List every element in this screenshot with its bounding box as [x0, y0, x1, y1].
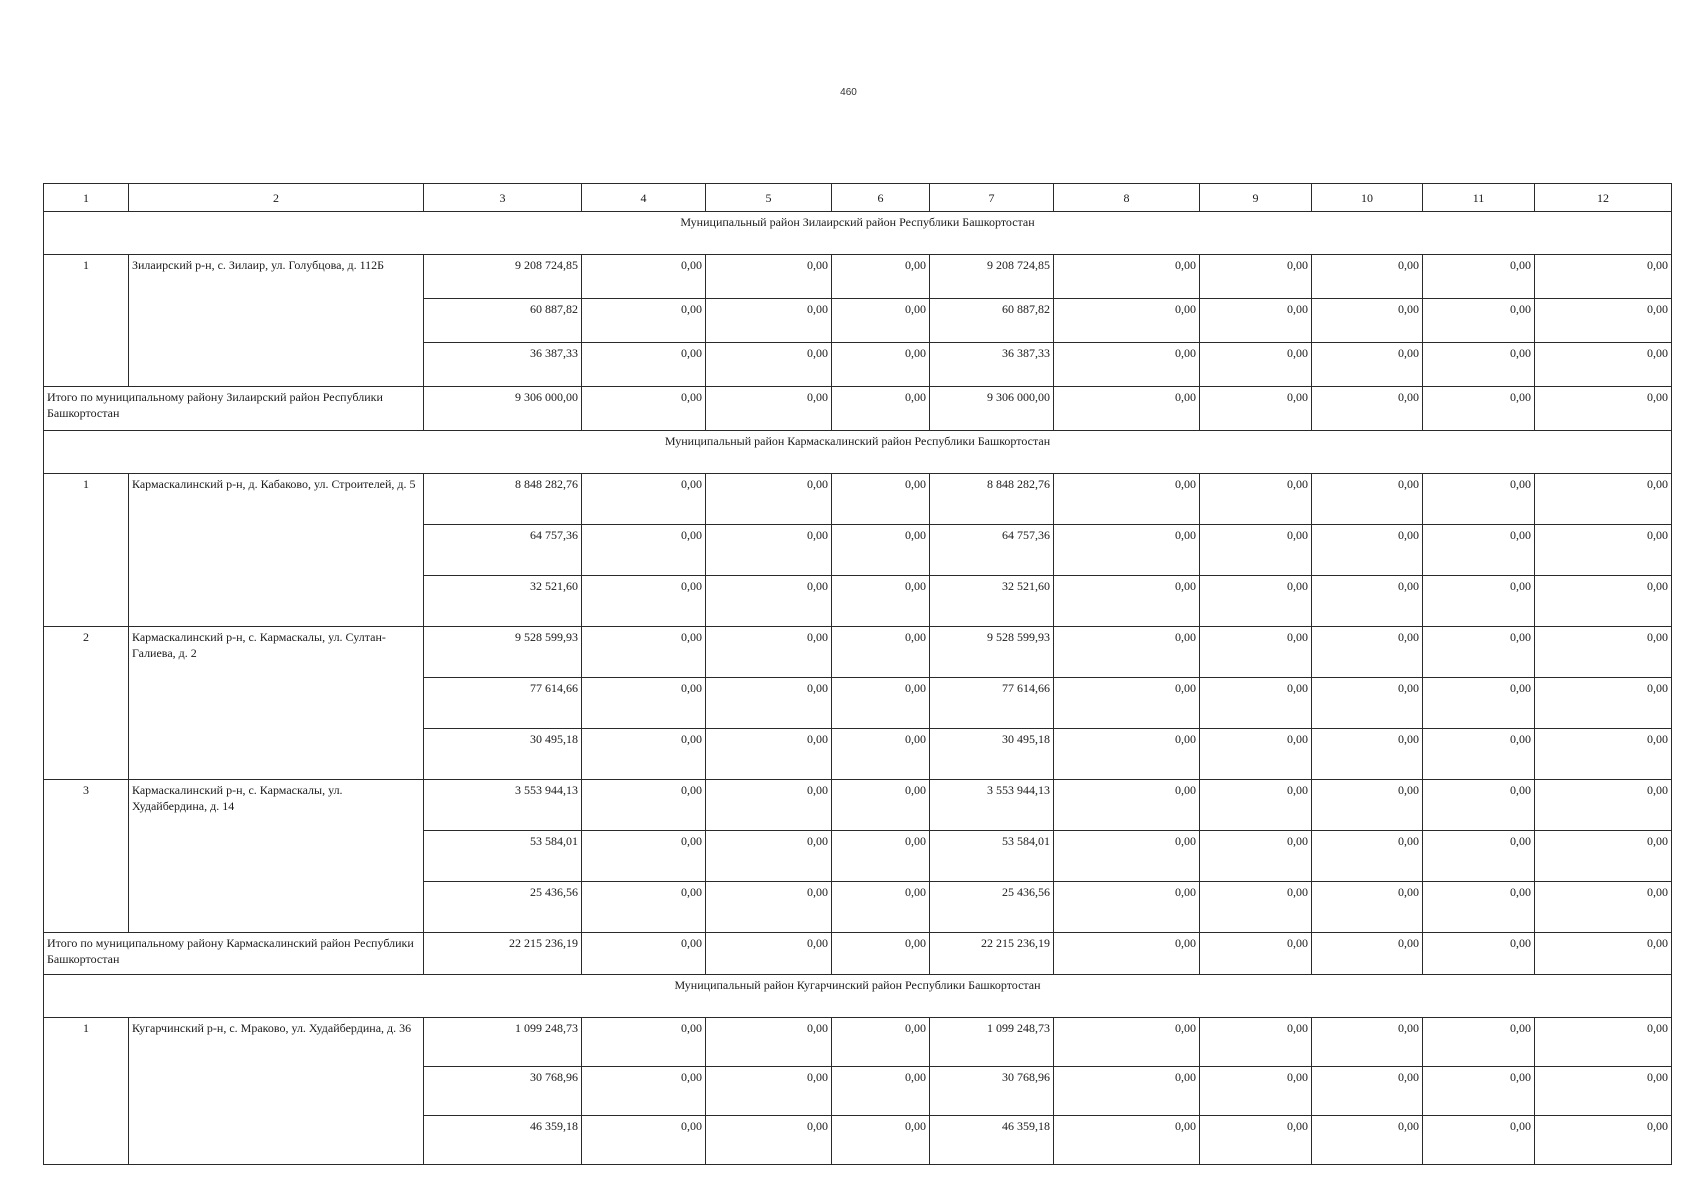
total-label: Итого по муниципальному району Кармаскалинский район Республики Башкортостан [44, 933, 424, 975]
value-cell: 0,00 [1200, 729, 1312, 780]
value-cell: 0,00 [832, 831, 930, 882]
value-cell: 0,00 [706, 729, 832, 780]
value-cell: 0,00 [1312, 255, 1423, 299]
object-number: 1 [44, 1018, 129, 1165]
value-cell: 0,00 [582, 1018, 706, 1067]
column-number-header: 12 [1535, 184, 1672, 212]
value-cell: 0,00 [1312, 525, 1423, 576]
value-cell: 0,00 [1535, 627, 1672, 678]
value-cell: 0,00 [582, 729, 706, 780]
value-cell: 0,00 [1423, 1116, 1535, 1165]
value-cell: 0,00 [582, 474, 706, 525]
section-header-row [44, 975, 1672, 1018]
column-number-header: 9 [1200, 184, 1312, 212]
column-number-header: 7 [930, 184, 1054, 212]
value-cell: 64 757,36 [930, 525, 1054, 576]
value-cell: 0,00 [1423, 729, 1535, 780]
value-cell: 0,00 [706, 627, 832, 678]
value-cell: 0,00 [1535, 729, 1672, 780]
total-value-cell: 0,00 [1423, 933, 1535, 975]
object-address: Кугарчинский р-н, с. Мраково, ул. Худайбердина, д. 36 [129, 1018, 424, 1165]
total-value-cell: 22 215 236,19 [424, 933, 582, 975]
value-cell: 0,00 [1312, 729, 1423, 780]
total-value-cell: 0,00 [1535, 387, 1672, 431]
value-cell: 0,00 [1423, 343, 1535, 387]
value-cell: 0,00 [1423, 882, 1535, 933]
column-number-header: 10 [1312, 184, 1423, 212]
value-cell: 0,00 [832, 678, 930, 729]
value-cell: 0,00 [1312, 831, 1423, 882]
total-value-cell: 0,00 [1423, 387, 1535, 431]
section-header-row [44, 212, 1672, 255]
column-number-row [44, 184, 1672, 212]
value-cell: 0,00 [1423, 627, 1535, 678]
value-cell: 0,00 [832, 1018, 930, 1067]
value-cell: 0,00 [1535, 576, 1672, 627]
value-cell: 0,00 [706, 576, 832, 627]
value-cell: 0,00 [1054, 882, 1200, 933]
value-cell: 0,00 [582, 831, 706, 882]
value-cell: 9 208 724,85 [424, 255, 582, 299]
value-cell: 0,00 [1312, 343, 1423, 387]
value-cell: 32 521,60 [424, 576, 582, 627]
column-number-header: 11 [1423, 184, 1535, 212]
value-cell: 0,00 [1423, 299, 1535, 343]
value-cell: 0,00 [1312, 882, 1423, 933]
value-cell: 0,00 [1200, 678, 1312, 729]
value-cell: 32 521,60 [930, 576, 1054, 627]
value-cell: 0,00 [832, 1116, 930, 1165]
value-cell: 9 528 599,93 [930, 627, 1054, 678]
value-cell: 0,00 [1054, 343, 1200, 387]
value-cell: 0,00 [1312, 474, 1423, 525]
value-cell: 0,00 [1535, 1116, 1672, 1165]
value-cell: 0,00 [1200, 576, 1312, 627]
value-cell: 0,00 [582, 1067, 706, 1116]
table-row [44, 255, 1672, 299]
value-cell: 0,00 [706, 474, 832, 525]
value-cell: 53 584,01 [930, 831, 1054, 882]
value-cell: 0,00 [1312, 627, 1423, 678]
value-cell: 0,00 [1200, 627, 1312, 678]
value-cell: 0,00 [582, 343, 706, 387]
value-cell: 0,00 [1200, 474, 1312, 525]
total-value-cell: 9 306 000,00 [930, 387, 1054, 431]
value-cell: 8 848 282,76 [424, 474, 582, 525]
value-cell: 0,00 [582, 576, 706, 627]
value-cell: 0,00 [706, 882, 832, 933]
data-table [43, 183, 1672, 1165]
value-cell: 0,00 [1312, 678, 1423, 729]
value-cell: 0,00 [832, 525, 930, 576]
value-cell: 30 768,96 [930, 1067, 1054, 1116]
value-cell: 0,00 [582, 882, 706, 933]
total-value-cell: 0,00 [1054, 933, 1200, 975]
value-cell: 0,00 [706, 1018, 832, 1067]
table-row [44, 1018, 1672, 1067]
total-value-cell: 0,00 [832, 933, 930, 975]
total-value-cell: 9 306 000,00 [424, 387, 582, 431]
value-cell: 0,00 [706, 678, 832, 729]
value-cell: 0,00 [1312, 1067, 1423, 1116]
value-cell: 36 387,33 [930, 343, 1054, 387]
value-cell: 9 208 724,85 [930, 255, 1054, 299]
column-number-header: 2 [129, 184, 424, 212]
value-cell: 60 887,82 [424, 299, 582, 343]
column-number-header: 4 [582, 184, 706, 212]
total-row [44, 933, 1672, 975]
total-value-cell: 0,00 [582, 387, 706, 431]
value-cell: 0,00 [1200, 1116, 1312, 1165]
total-label: Итого по муниципальному району Зилаирский район Республики Башкортостан [44, 387, 424, 431]
value-cell: 46 359,18 [930, 1116, 1054, 1165]
value-cell: 0,00 [1423, 678, 1535, 729]
object-number: 3 [44, 780, 129, 933]
total-value-cell: 22 215 236,19 [930, 933, 1054, 975]
value-cell: 8 848 282,76 [930, 474, 1054, 525]
value-cell: 0,00 [1312, 576, 1423, 627]
total-value-cell: 0,00 [1312, 387, 1423, 431]
table-body [44, 184, 1672, 1165]
value-cell: 0,00 [706, 255, 832, 299]
section-title: Муниципальный район Зилаирский район Республики Башкортостан [44, 212, 1672, 255]
value-cell: 0,00 [1535, 255, 1672, 299]
value-cell: 0,00 [1535, 343, 1672, 387]
object-address: Кармаскалинский р-н, с. Кармаскалы, ул. Султан-Галиева, д. 2 [129, 627, 424, 780]
value-cell: 0,00 [706, 299, 832, 343]
value-cell: 53 584,01 [424, 831, 582, 882]
object-number: 1 [44, 255, 129, 387]
value-cell: 0,00 [1312, 1018, 1423, 1067]
column-number-header: 1 [44, 184, 129, 212]
value-cell: 0,00 [1535, 678, 1672, 729]
value-cell: 0,00 [1423, 1067, 1535, 1116]
value-cell: 25 436,56 [930, 882, 1054, 933]
value-cell: 0,00 [1312, 1116, 1423, 1165]
value-cell: 0,00 [1423, 576, 1535, 627]
value-cell: 0,00 [1200, 255, 1312, 299]
total-value-cell: 0,00 [582, 933, 706, 975]
value-cell: 0,00 [832, 299, 930, 343]
value-cell: 36 387,33 [424, 343, 582, 387]
value-cell: 1 099 248,73 [930, 1018, 1054, 1067]
value-cell: 0,00 [1535, 1018, 1672, 1067]
value-cell: 60 887,82 [930, 299, 1054, 343]
value-cell: 0,00 [1423, 780, 1535, 831]
value-cell: 1 099 248,73 [424, 1018, 582, 1067]
value-cell: 0,00 [1535, 525, 1672, 576]
value-cell: 0,00 [832, 343, 930, 387]
value-cell: 0,00 [706, 1067, 832, 1116]
value-cell: 0,00 [1535, 780, 1672, 831]
value-cell: 0,00 [1535, 474, 1672, 525]
value-cell: 77 614,66 [930, 678, 1054, 729]
value-cell: 0,00 [1423, 1018, 1535, 1067]
value-cell: 0,00 [582, 1116, 706, 1165]
value-cell: 0,00 [706, 343, 832, 387]
value-cell: 30 495,18 [930, 729, 1054, 780]
value-cell: 0,00 [1312, 299, 1423, 343]
value-cell: 0,00 [1423, 255, 1535, 299]
value-cell: 0,00 [582, 627, 706, 678]
value-cell: 0,00 [1054, 474, 1200, 525]
value-cell: 0,00 [582, 678, 706, 729]
section-title: Муниципальный район Кармаскалинский район Республики Башкортостан [44, 431, 1672, 474]
value-cell: 0,00 [582, 299, 706, 343]
table-row [44, 474, 1672, 525]
total-value-cell: 0,00 [1200, 933, 1312, 975]
section-header-row [44, 431, 1672, 474]
value-cell: 0,00 [832, 882, 930, 933]
value-cell: 0,00 [1054, 729, 1200, 780]
value-cell: 0,00 [832, 780, 930, 831]
value-cell: 0,00 [1535, 831, 1672, 882]
value-cell: 0,00 [1054, 831, 1200, 882]
value-cell: 0,00 [706, 780, 832, 831]
value-cell: 3 553 944,13 [424, 780, 582, 831]
total-row [44, 387, 1672, 431]
total-value-cell: 0,00 [1200, 387, 1312, 431]
value-cell: 0,00 [1200, 780, 1312, 831]
value-cell: 0,00 [1054, 678, 1200, 729]
object-address: Кармаскалинский р-н, д. Кабаково, ул. Строителей, д. 5 [129, 474, 424, 627]
value-cell: 0,00 [1054, 627, 1200, 678]
value-cell: 64 757,36 [424, 525, 582, 576]
value-cell: 25 436,56 [424, 882, 582, 933]
object-number: 1 [44, 474, 129, 627]
value-cell: 0,00 [832, 627, 930, 678]
value-cell: 0,00 [832, 576, 930, 627]
table-row [44, 780, 1672, 831]
value-cell: 0,00 [706, 525, 832, 576]
total-value-cell: 0,00 [1535, 933, 1672, 975]
section-title: Муниципальный район Кугарчинский район Республики Башкортостан [44, 975, 1672, 1018]
value-cell: 0,00 [1200, 299, 1312, 343]
value-cell: 0,00 [1054, 525, 1200, 576]
value-cell: 0,00 [1200, 1018, 1312, 1067]
column-number-header: 6 [832, 184, 930, 212]
value-cell: 0,00 [1200, 831, 1312, 882]
value-cell: 0,00 [832, 729, 930, 780]
value-cell: 0,00 [1200, 525, 1312, 576]
value-cell: 77 614,66 [424, 678, 582, 729]
value-cell: 0,00 [582, 780, 706, 831]
value-cell: 30 495,18 [424, 729, 582, 780]
page-number: 460 [840, 87, 857, 98]
value-cell: 0,00 [1054, 299, 1200, 343]
value-cell: 3 553 944,13 [930, 780, 1054, 831]
value-cell: 0,00 [1054, 780, 1200, 831]
object-number: 2 [44, 627, 129, 780]
object-address: Зилаирский р-н, с. Зилаир, ул. Голубцова, д. 112Б [129, 255, 424, 387]
value-cell: 0,00 [1054, 255, 1200, 299]
total-value-cell: 0,00 [706, 933, 832, 975]
object-address: Кармаскалинский р-н, с. Кармаскалы, ул. Худайбердина, д. 14 [129, 780, 424, 933]
value-cell: 0,00 [1200, 882, 1312, 933]
value-cell: 0,00 [582, 255, 706, 299]
value-cell: 0,00 [1535, 299, 1672, 343]
total-value-cell: 0,00 [1054, 387, 1200, 431]
value-cell: 0,00 [1054, 1116, 1200, 1165]
value-cell: 0,00 [706, 1116, 832, 1165]
value-cell: 0,00 [582, 525, 706, 576]
value-cell: 0,00 [832, 474, 930, 525]
value-cell: 0,00 [1054, 576, 1200, 627]
value-cell: 0,00 [1423, 831, 1535, 882]
column-number-header: 8 [1054, 184, 1200, 212]
value-cell: 46 359,18 [424, 1116, 582, 1165]
column-number-header: 5 [706, 184, 832, 212]
value-cell: 9 528 599,93 [424, 627, 582, 678]
value-cell: 0,00 [1535, 1067, 1672, 1116]
total-value-cell: 0,00 [832, 387, 930, 431]
value-cell: 0,00 [1423, 525, 1535, 576]
value-cell: 30 768,96 [424, 1067, 582, 1116]
value-cell: 0,00 [1200, 1067, 1312, 1116]
value-cell: 0,00 [832, 1067, 930, 1116]
value-cell: 0,00 [832, 255, 930, 299]
value-cell: 0,00 [1535, 882, 1672, 933]
value-cell: 0,00 [1312, 780, 1423, 831]
column-number-header: 3 [424, 184, 582, 212]
value-cell: 0,00 [1423, 474, 1535, 525]
value-cell: 0,00 [1054, 1018, 1200, 1067]
total-value-cell: 0,00 [706, 387, 832, 431]
value-cell: 0,00 [1200, 343, 1312, 387]
value-cell: 0,00 [706, 831, 832, 882]
total-value-cell: 0,00 [1312, 933, 1423, 975]
table-row [44, 627, 1672, 678]
value-cell: 0,00 [1054, 1067, 1200, 1116]
